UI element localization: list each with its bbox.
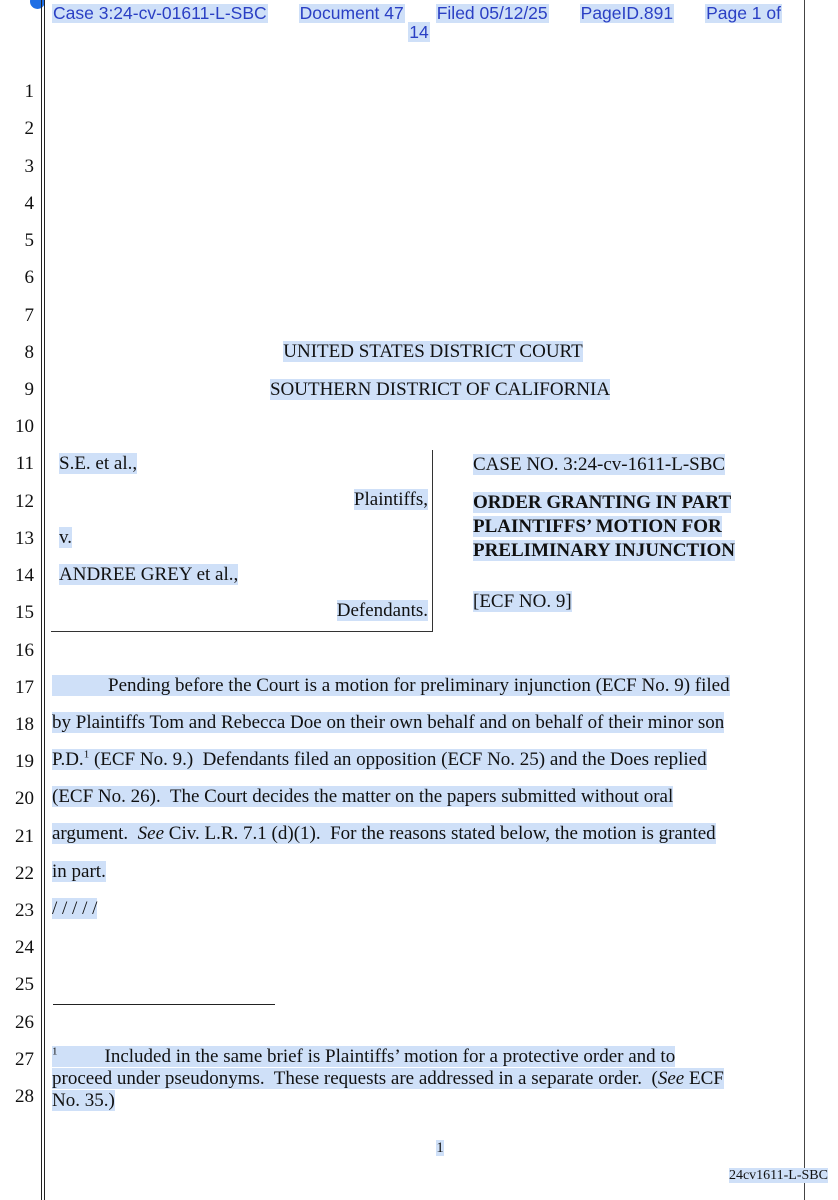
line-number: 28 xyxy=(15,1086,34,1107)
caption-divider xyxy=(432,450,433,632)
ecf-filed-date: Filed 05/12/25 xyxy=(436,3,548,23)
order-title-line-2: PLAINTIFFS’ MOTION FOR xyxy=(473,516,722,537)
ecf-header-stamp xyxy=(46,4,792,42)
plaintiff-name xyxy=(59,452,137,476)
court-district-text: SOUTHERN DISTRICT OF CALIFORNIA xyxy=(269,379,611,400)
footnote xyxy=(52,1046,724,1112)
footnote-reference[interactable]: 1 xyxy=(83,748,90,761)
footnote-text: No. 35.) xyxy=(52,1090,115,1111)
order-title-line-1: ORDER GRANTING IN PART xyxy=(473,492,732,513)
page-number xyxy=(60,1140,820,1157)
footnote-text: Included in the same brief is Plaintiffs’ motion for a protective order and to xyxy=(104,1046,676,1067)
order-title-line-3: PRELIMINARY INJUNCTION xyxy=(473,540,736,561)
body-text: argument. xyxy=(52,823,138,844)
citation-signal: See xyxy=(137,823,165,844)
line-number: 4 xyxy=(24,193,34,214)
defendant-role-text: Defendants. xyxy=(336,600,428,621)
defendant-role xyxy=(60,599,428,623)
ecf-reference-text: [ECF NO. 9] xyxy=(473,591,572,612)
line-number: 24 xyxy=(15,937,34,958)
body-text: (ECF No. 9.) Defendants filed an opposition (ECF No. 25) and the Does replied xyxy=(89,749,707,770)
ecf-case-number: Case 3:24-cv-01611-L-SBC xyxy=(53,3,267,23)
ecf-reference xyxy=(473,590,572,614)
footnote-text: ECF xyxy=(684,1068,724,1089)
line-number: 12 xyxy=(15,491,34,512)
court-name-text: UNITED STATES DISTRICT COURT xyxy=(283,341,583,362)
body-line-20 xyxy=(52,785,673,809)
line-number: 13 xyxy=(15,528,34,549)
line-number: 1 xyxy=(24,81,34,102)
line-number: 9 xyxy=(24,379,34,400)
versus xyxy=(59,526,72,550)
line-number: 3 xyxy=(24,156,34,177)
versus-text: v. xyxy=(59,527,73,548)
footnote-marker: 1 xyxy=(52,1045,58,1058)
citation-signal: See xyxy=(657,1068,685,1089)
ecf-total-pages: 14 xyxy=(409,22,429,42)
footnote-text: proceed under pseudonyms. These requests are addressed in a separate order. ( xyxy=(52,1068,658,1089)
body-text: (ECF No. 26). The Court decides the matter on the papers submitted without oral xyxy=(52,786,674,807)
plaintiff-name-text: S.E. et al., xyxy=(59,453,138,474)
section-separator: / / / / / xyxy=(52,898,98,919)
plaintiff-role-text: Plaintiffs, xyxy=(353,489,428,510)
line-number: 22 xyxy=(15,863,34,884)
line-number: 27 xyxy=(15,1049,34,1070)
line-number: 15 xyxy=(15,602,34,623)
line-number: 23 xyxy=(15,900,34,921)
line-number: 20 xyxy=(15,788,34,809)
line-number: 10 xyxy=(15,416,34,437)
line-number: 16 xyxy=(15,640,34,661)
right-margin-rule xyxy=(804,0,805,1200)
body-text: in part. xyxy=(52,861,106,882)
defendant-name xyxy=(59,563,238,587)
line-number: 26 xyxy=(15,1012,34,1033)
footnote-separator xyxy=(53,1004,275,1005)
defendant-name-text: ANDREE GREY et al., xyxy=(59,564,239,585)
body-text: P.D. xyxy=(52,749,84,770)
case-number xyxy=(473,453,725,477)
line-number: 8 xyxy=(24,342,34,363)
line-number: 14 xyxy=(15,565,34,586)
selection-handle[interactable] xyxy=(30,0,45,9)
line-number: 7 xyxy=(24,305,34,326)
line-number: 21 xyxy=(15,826,34,847)
body-line-18 xyxy=(52,711,724,735)
body-text: Civ. L.R. 7.1 (d)(1). For the reasons stated below, the motion is granted xyxy=(164,823,716,844)
line-number: 11 xyxy=(15,453,34,474)
body-text: Pending before the Court is a motion for preliminary injunction (ECF No. 9) filed xyxy=(52,675,730,696)
footer-doc-id xyxy=(729,1168,828,1184)
line-number: 6 xyxy=(24,267,34,288)
body-line-22 xyxy=(52,860,106,884)
body-text: by Plaintiffs Tom and Rebecca Doe on their own behalf and on behalf of their minor son xyxy=(52,712,725,733)
caption-bottom-rule xyxy=(51,631,433,632)
left-margin-rule-inner xyxy=(44,0,45,1200)
ecf-page-id: PageID.891 xyxy=(580,3,674,23)
body-line-21 xyxy=(52,822,716,846)
court-name-line-2 xyxy=(60,378,820,402)
body-line-19 xyxy=(52,748,707,772)
line-number: 18 xyxy=(15,714,34,735)
line-number: 19 xyxy=(15,751,34,772)
ecf-document-number: Document 47 xyxy=(299,3,404,23)
page-number-text: 1 xyxy=(436,1140,444,1156)
ecf-page-of: Page 1 of xyxy=(706,3,781,23)
plaintiff-role xyxy=(60,488,428,512)
body-line-23 xyxy=(52,897,97,921)
body-line-17 xyxy=(52,674,730,698)
court-name-line-1 xyxy=(60,340,806,364)
line-number: 25 xyxy=(15,974,34,995)
line-number: 17 xyxy=(15,677,34,698)
line-number: 2 xyxy=(24,118,34,139)
case-number-text: CASE NO. 3:24-cv-1611-L-SBC xyxy=(473,454,726,475)
footer-doc-id-text: 24cv1611-L-SBC xyxy=(728,1168,828,1183)
order-title xyxy=(473,491,735,563)
left-margin-rule xyxy=(41,0,42,1200)
line-number: 5 xyxy=(24,230,34,251)
